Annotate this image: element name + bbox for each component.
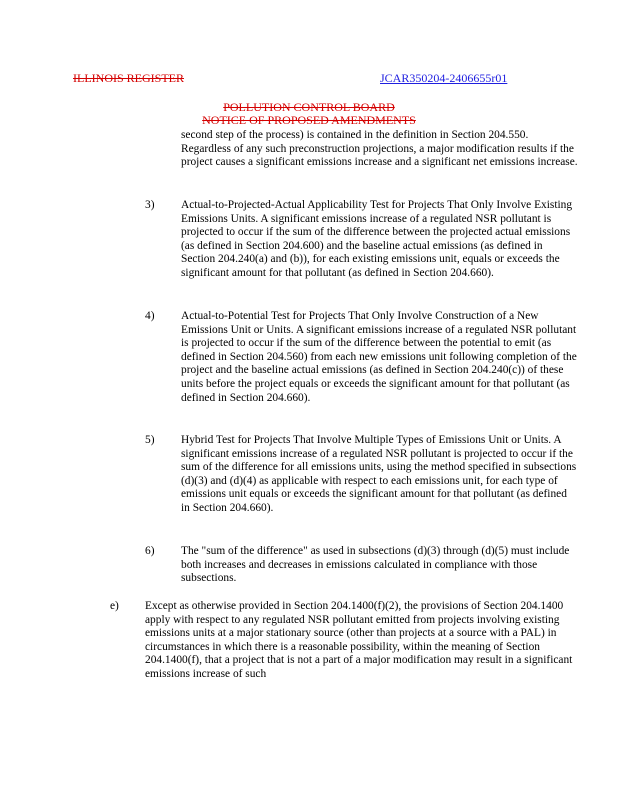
header-notice-title: NOTICE OF PROPOSED AMENDMENTS xyxy=(202,113,416,127)
intro-paragraph: second step of the process) is contained in the definition in Section 204.550. Regardless of any such preconstruction projections, a major modification results if the project causes a significant emissions increase and a significant net emissions increase. xyxy=(181,129,578,169)
item-number-3: 3) xyxy=(145,199,155,211)
item-text-3: Actual-to-Projected-Actual Applicability Test for Projects That Only Involve Existing Emissions Units. A significant emissions increase of a regulated NSR pollutant is projected to occur if the sum of the difference between the projected actual emissions (as defined in Section 204.600) and the baseline actual emissions (as defined in Section 204.240(a) and (b)), for each existing emissions unit, equals or exceeds the significant amount for that pollutant (as defined in Section 204.660). xyxy=(181,199,573,279)
item-number-5: 5) xyxy=(145,434,155,446)
header-board-name: POLLUTION CONTROL BOARD xyxy=(223,100,395,114)
subsection-e-text: Except as otherwise provided in Section 204.1400(f)(2), the provisions of Section 204.1400 apply with respect to any regulated NSR pollutant emitted from projects involving existing emissions units at a major stationary source (other than projects at a source with a PAL) in circumstances in which there is a reasonable possibility, within the meaning of Section 204.1400(f), that a project that is not a part of a major modification may result in a significant emissions increase of such xyxy=(145,600,573,680)
item-text-6: The "sum of the difference" as used in subsections (d)(3) through (d)(5) must include both increases and decreases in emissions calculated in compliance with those subsections. xyxy=(181,545,570,585)
item-text-5: Hybrid Test for Projects That Involve Multiple Types of Emissions Unit or Units. A significant emissions increase of a regulated NSR pollutant is projected to occur if the sum of the difference for all emissions units, using the method specified in subsections (d)(3) and (d)(4) as applicable with respect to each emissions unit, for each type of emissions unit equals or exceeds the significant amount for that pollutant (as defined in Section 204.660). xyxy=(181,434,577,514)
item-number-6: 6) xyxy=(145,545,155,557)
subsection-e-label: e) xyxy=(110,600,119,612)
item-text-4: Actual-to-Potential Test for Projects That Only Involve Construction of a New Emissions Unit or Units. A significant emissions increase of a regulated NSR pollutant is projected to occur if the sum of the difference between the potential to emit (as defined in Section 204.560) from each new emissions unit following completion of the project and the baseline actual emissions (as defined in Section 204.240(c)) of these units before the project equals or exceeds the significant amount for that pollutant (as defined in Section 204.660). xyxy=(181,310,577,404)
header-register-title: ILLINOIS REGISTER xyxy=(73,71,184,85)
item-number-4: 4) xyxy=(145,310,155,322)
header-jcar-reference: JCAR350204-2406655r01 xyxy=(380,71,508,85)
